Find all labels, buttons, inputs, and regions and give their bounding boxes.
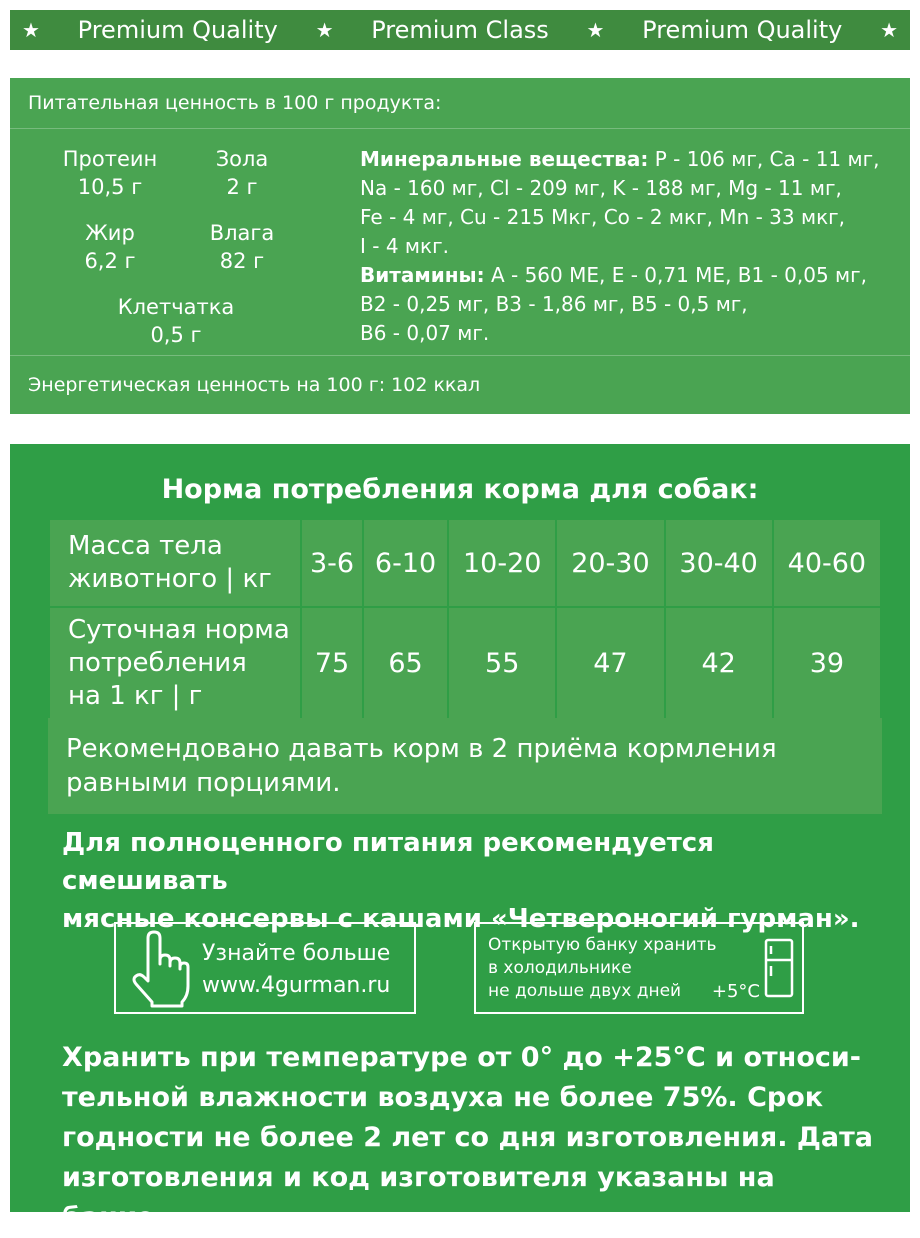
feeding-recommendation <box>48 718 882 814</box>
moisture-value: 82 г <box>219 249 265 273</box>
banner-text-3: Premium Quality <box>642 16 843 44</box>
ash-stat <box>172 145 312 201</box>
moisture-label: Влага <box>209 221 275 245</box>
weight-cell: 6-10 <box>363 519 448 607</box>
storage-line-3: годности не более 2 лет со дня изготовления. Дата <box>62 1122 874 1153</box>
amount-header-line-2: потребления <box>68 647 247 678</box>
amount-header-line-1: Суточная норма <box>68 614 290 645</box>
banner-text-1: Premium Quality <box>77 16 278 44</box>
advice-line-1: Для полноценного питания рекомендуется смешивать <box>62 828 714 896</box>
fiber-value: 0,5 г <box>150 323 202 347</box>
amount-cell: 55 <box>448 607 556 719</box>
fat-stat <box>40 219 180 275</box>
fiber-stat <box>106 293 246 349</box>
protein-label: Протеин <box>62 147 158 171</box>
fridge-box <box>474 922 804 1014</box>
website-link[interactable]: www.4gurman.ru <box>202 973 391 998</box>
weight-cell: 20-30 <box>556 519 664 607</box>
minerals-line-1: P - 106 мг, Ca - 11 мг, <box>648 147 880 171</box>
weight-row-header <box>49 519 301 607</box>
learn-more-text <box>202 938 390 1002</box>
premium-banner <box>10 10 910 50</box>
fat-value: 6,2 г <box>84 249 136 273</box>
weight-header-line-2: животного | кг <box>68 564 272 594</box>
amount-cell: 42 <box>665 607 773 719</box>
star-icon: ★ <box>315 18 334 42</box>
nutrition-header: Питательная ценность в 100 г продукта: <box>10 78 910 129</box>
learn-more-box[interactable] <box>114 922 416 1014</box>
protein-value: 10,5 г <box>77 175 143 199</box>
norm-title: Норма потребления корма для собак: <box>161 474 759 505</box>
star-icon: ★ <box>880 18 898 42</box>
amount-row-header <box>49 607 301 719</box>
amount-cell: 47 <box>556 607 664 719</box>
storage-line-1: Хранить при температуре от 0° до +25°С и относи- <box>62 1042 861 1073</box>
learn-more-label: Узнайте больше <box>202 941 391 966</box>
fiber-label: Клетчатка <box>117 295 235 319</box>
recommend-line-2: равными порциями. <box>66 768 341 798</box>
weight-header-line-1: Масса тела <box>68 531 223 561</box>
star-icon: ★ <box>586 18 605 42</box>
amount-header-line-3: на 1 кг | г <box>68 680 203 711</box>
feeding-panel <box>10 444 910 1233</box>
vitamins-line-1: A - 560 МЕ, E - 0,71 МЕ, B1 - 0,05 мг, <box>484 263 868 287</box>
vitamins-line-3: B6 - 0,07 мг. <box>360 321 490 345</box>
minerals-vitamins <box>360 145 900 348</box>
minerals-label: Минеральные вещества: <box>360 147 649 171</box>
fridge-line-3: не дольше двух дней <box>488 981 682 1001</box>
banner-text-2: Premium Class <box>371 16 549 44</box>
fridge-line-2: в холодильнике <box>488 958 632 978</box>
moisture-stat <box>172 219 312 275</box>
weight-cell: 3-6 <box>301 519 363 607</box>
energy-value: Энергетическая ценность на 100 г: 102 ккал <box>10 355 910 413</box>
vitamins-line-2: B2 - 0,25 мг, B3 - 1,86 мг, B5 - 0,5 мг, <box>360 292 748 316</box>
storage-line-4: изготовления и код изготовителя указаны на банке. <box>62 1162 775 1233</box>
fat-label: Жир <box>85 221 135 245</box>
protein-stat <box>40 145 180 201</box>
advice-line-2: мясные консервы с кашами «Четвероногий гурман». <box>62 904 860 934</box>
star-icon: ★ <box>22 18 40 42</box>
weight-cell: 30-40 <box>665 519 773 607</box>
table-row <box>49 519 881 607</box>
nutrition-body <box>10 129 910 355</box>
table-row <box>49 607 881 719</box>
recommend-line-1: Рекомендовано давать корм в 2 приёма кормления <box>66 734 777 764</box>
amount-cell: 75 <box>301 607 363 719</box>
storage-line-2: тельной влажности воздуха не более 75%. Срок <box>62 1082 824 1113</box>
norm-table <box>48 518 882 720</box>
weight-cell: 40-60 <box>773 519 881 607</box>
refrigerator-icon <box>764 938 794 998</box>
weight-cell: 10-20 <box>448 519 556 607</box>
mixing-advice <box>62 824 882 938</box>
pointing-hand-icon <box>128 930 190 1008</box>
amount-cell: 65 <box>363 607 448 719</box>
amount-cell: 39 <box>773 607 881 719</box>
fridge-line-1: Открытую банку хранить <box>488 935 717 955</box>
minerals-line-4: I - 4 мкг. <box>360 234 449 258</box>
nutrition-panel <box>10 78 910 414</box>
minerals-line-2: Na - 160 мг, Cl - 209 мг, K - 188 мг, Mg - 11 мг, <box>360 176 842 200</box>
minerals-line-3: Fe - 4 мг, Cu - 215 Мкг, Co - 2 мкг, Mn - 33 мкг, <box>360 205 846 229</box>
ash-value: 2 г <box>226 175 258 199</box>
storage-conditions <box>62 1038 882 1238</box>
ash-label: Зола <box>215 147 269 171</box>
vitamins-label: Витамины: <box>360 263 485 287</box>
fridge-temperature: +5°C <box>711 981 760 1002</box>
